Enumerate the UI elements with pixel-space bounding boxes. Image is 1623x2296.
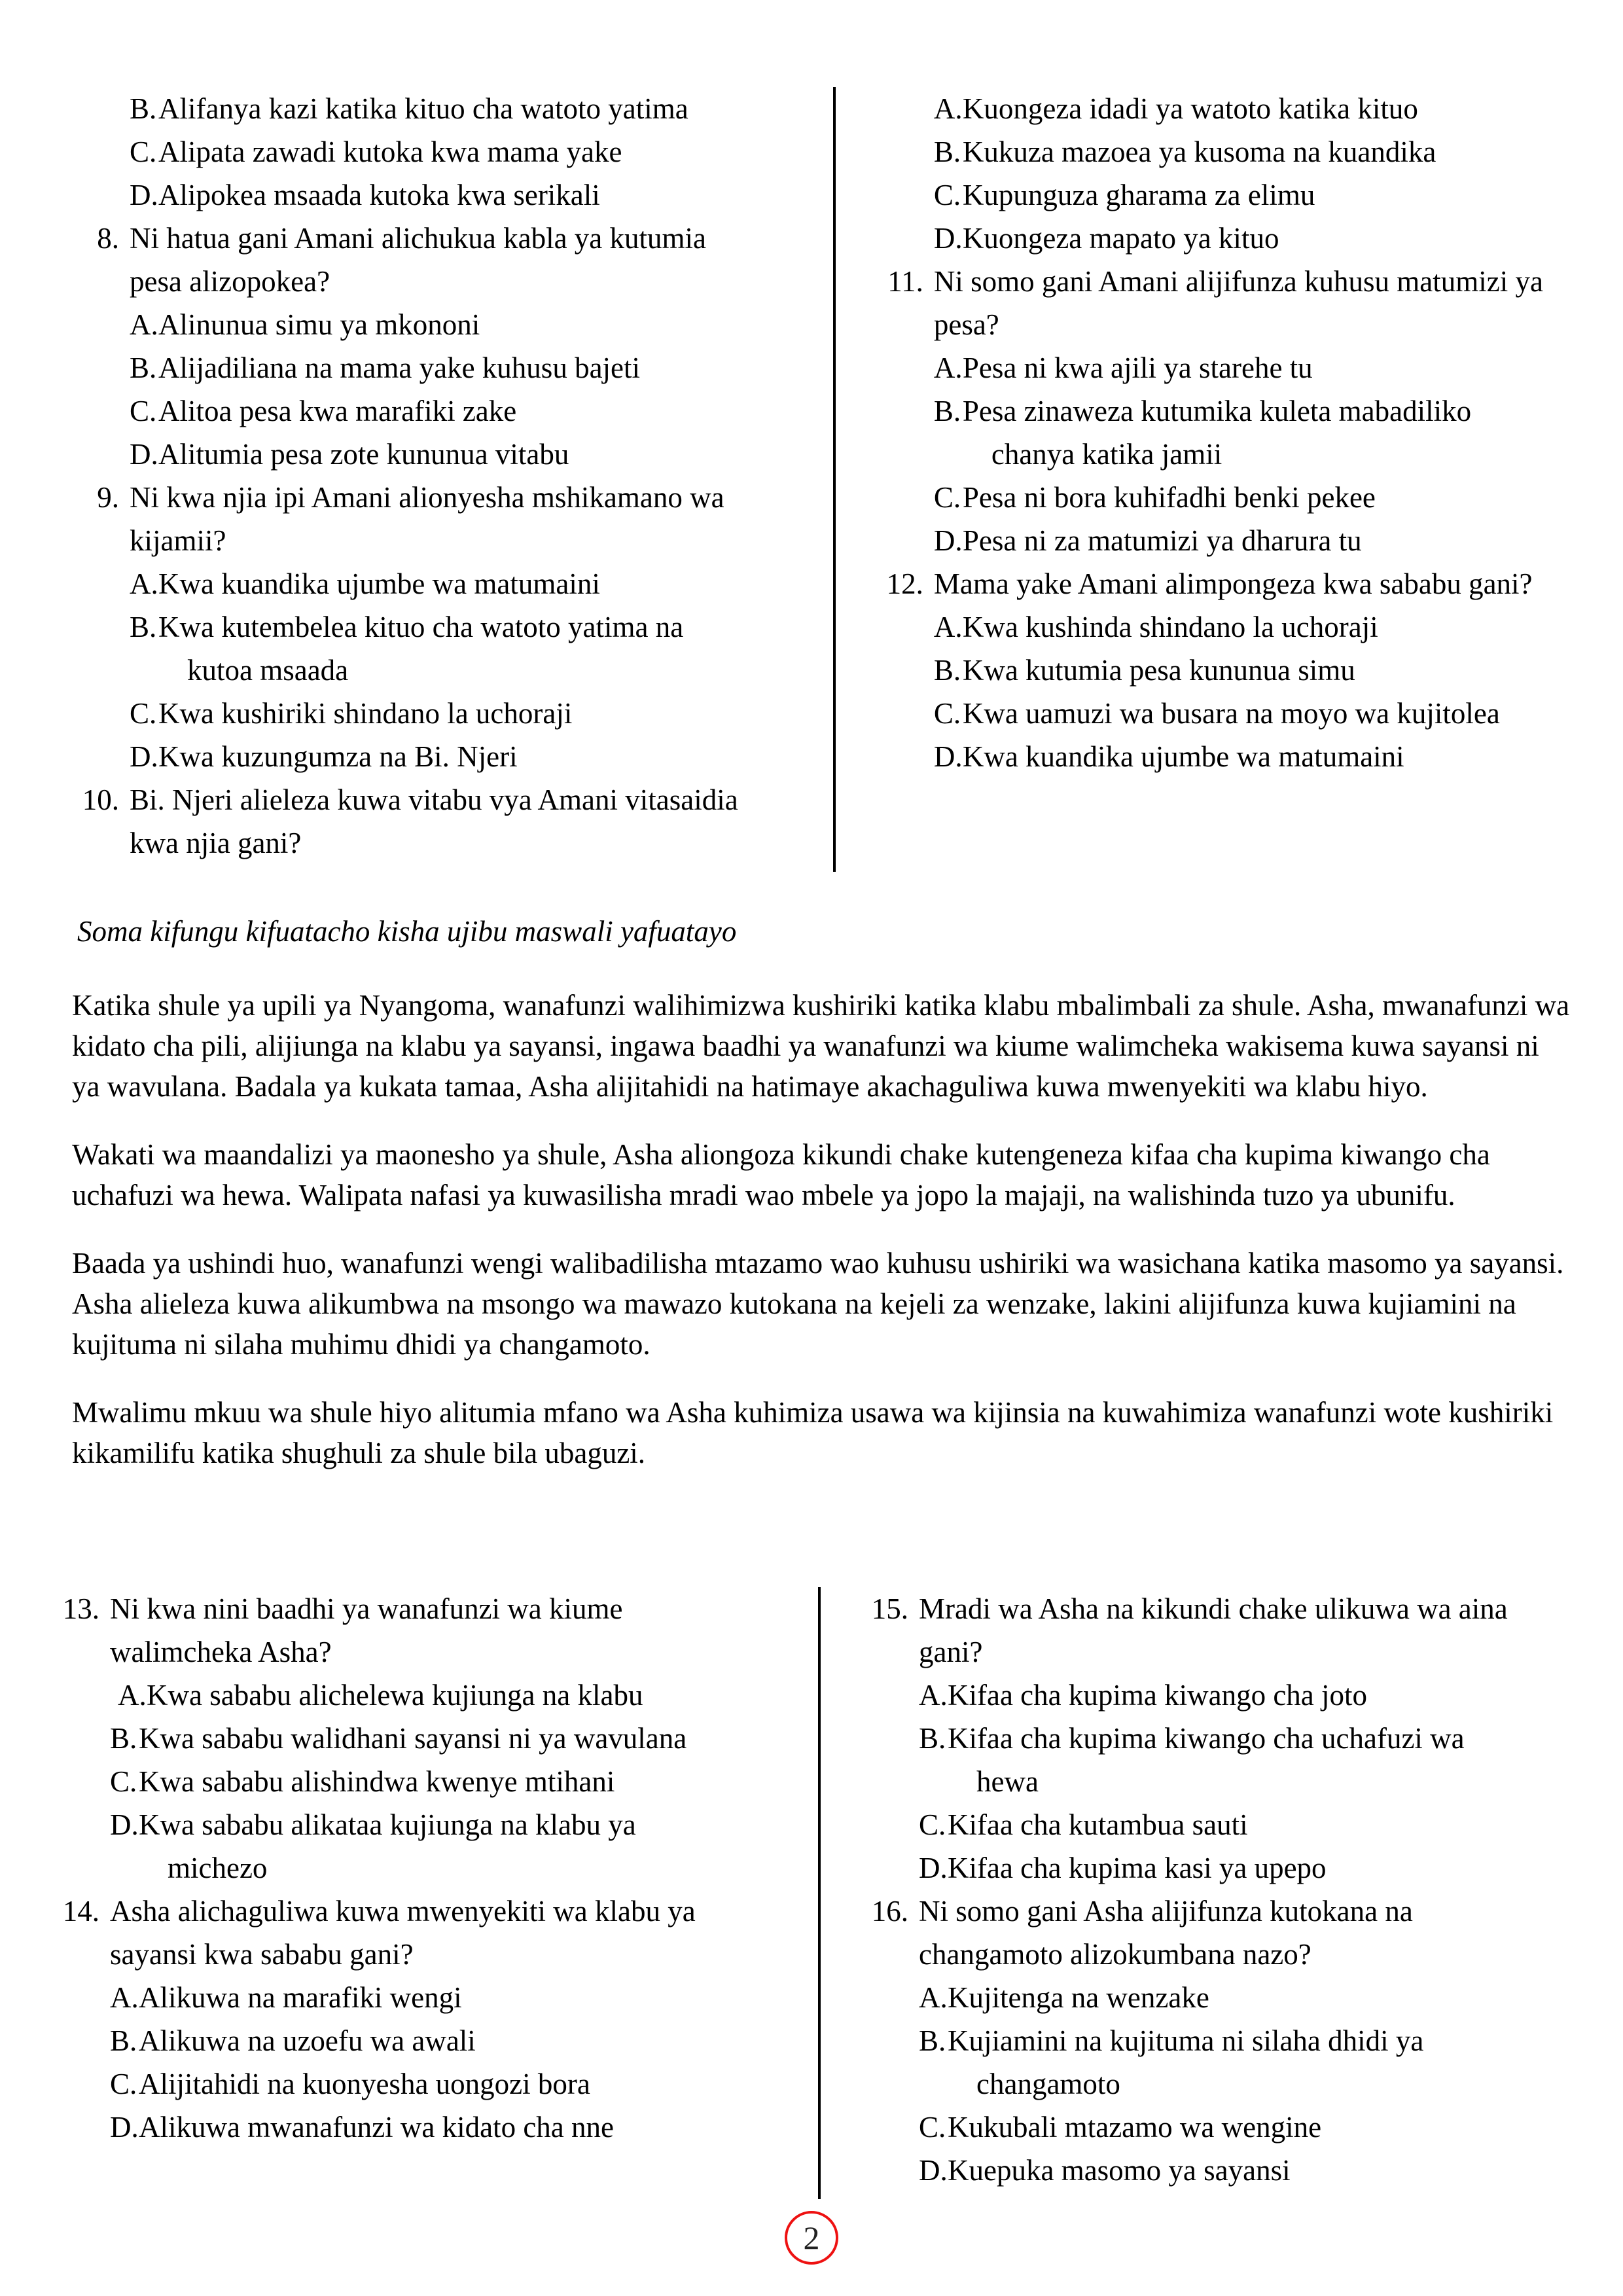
option-letter: B.	[130, 92, 157, 125]
answer-option[interactable]	[79, 303, 820, 346]
option-text: Kujitenga na wenzake	[948, 1981, 1209, 2014]
question-text-continuation: pesa alizopokea?	[130, 265, 330, 298]
reading-passage	[72, 985, 1571, 1473]
answer-option[interactable]	[79, 692, 820, 735]
option-text: Pesa ni bora kuhifadhi benki pekee	[962, 481, 1376, 514]
option-text: Kwa kuzungumza na Bi. Njeri	[158, 740, 518, 773]
option-text: Alikuwa na uzoefu wa awali	[139, 2024, 476, 2057]
option-text-continuation: hewa	[976, 1765, 1039, 1798]
option-letter: B.	[919, 2024, 946, 2057]
question-number: 13.	[62, 1592, 99, 1625]
option-text: Alitoa pesa kwa marafiki zake	[158, 395, 517, 427]
option-text: Alipata zawadi kutoka kwa mama yake	[158, 135, 622, 168]
option-text: Kukubali mtazamo wa wengine	[948, 2111, 1322, 2144]
question-number: 11.	[887, 265, 923, 298]
answer-option[interactable]	[883, 519, 1590, 562]
option-text: Alipokea msaada kutoka kwa serikali	[158, 179, 600, 211]
option-text: Alikuwa mwanafunzi wa kidato cha nne	[139, 2111, 614, 2144]
passage-paragraph: Wakati wa maandalizi ya maonesho ya shule, Asha aliongoza kikundi chake kutengeneza kifaa cha kupima kiwango cha uchafuzi wa hewa. Walipata nafasi ya kuwasilisha mradi wao mbele ya jopo la majaji, na walishinda tuzo ya ubunifu.	[72, 1138, 1490, 1211]
option-text: Kuongeza idadi ya watoto katika kituo	[962, 92, 1418, 125]
option-letter: C.	[919, 2111, 946, 2144]
option-letter: B.	[933, 135, 961, 168]
answer-option[interactable]	[868, 1803, 1580, 1846]
question-text: Ni kwa njia ipi Amani alionyesha mshikamano wa kijamii?	[130, 476, 820, 562]
option-text: Kujiamini na kujituma ni silaha dhidi ya changamoto	[948, 2019, 1580, 2106]
option-text: Kwa kutembelea kituo cha watoto yatima na kutoa msaada	[158, 605, 820, 692]
option-letter: D.	[110, 1808, 139, 1841]
option-text: Kuongeza mapato ya kituo	[962, 222, 1279, 255]
question-number: 16.	[871, 1895, 908, 1928]
question-text: Asha alichaguliwa kuwa mwenyekiti wa klabu ya sayansi kwa sababu gani?	[110, 1890, 805, 1976]
passage-paragraph: Mwalimu mkuu wa shule hiyo alitumia mfano wa Asha kuhimiza usawa wa kijinsia na kuwahimiza wanafunzi wote kushiriki kikamilifu katika shughuli za shule bila ubaguzi.	[72, 1396, 1554, 1469]
answer-option[interactable]	[868, 2106, 1580, 2149]
option-text-continuation: michezo	[168, 1852, 268, 1884]
option-text: Kwa kuandika ujumbe wa matumaini	[158, 567, 600, 600]
option-text: Alinunua simu ya mkononi	[158, 308, 480, 341]
answer-option[interactable]	[79, 433, 820, 476]
option-text: Kwa uamuzi wa busara na moyo wa kujitolea	[962, 697, 1500, 730]
answer-option[interactable]	[868, 1976, 1580, 2019]
option-text: Kwa kushinda shindano la uchoraji	[962, 611, 1378, 643]
option-letter: C.	[110, 1765, 137, 1798]
page-number-badge: 2	[785, 2211, 838, 2265]
question-text-continuation: pesa?	[933, 308, 999, 341]
question-column-right-bottom	[821, 1587, 1580, 2199]
option-text: Kwa kuandika ujumbe wa matumaini	[962, 740, 1404, 773]
option-letter: A.	[919, 1981, 948, 2014]
answer-option[interactable]	[79, 173, 820, 217]
page-number-wrapper	[0, 2211, 1623, 2265]
option-text: Alitumia pesa zote kununua vitabu	[158, 438, 569, 471]
answer-option[interactable]	[883, 692, 1590, 735]
option-letter: A.	[933, 351, 963, 384]
question-number: 9.	[97, 481, 119, 514]
answer-option[interactable]	[79, 605, 820, 692]
answer-option[interactable]	[79, 87, 820, 130]
passage-instruction: Soma kifungu kifuatacho kisha ujibu maswali yafuatayo	[77, 915, 737, 948]
option-letter: B.	[933, 654, 961, 687]
answer-option[interactable]	[883, 476, 1590, 519]
answer-option[interactable]	[59, 2106, 805, 2149]
passage-paragraph: Baada ya ushindi huo, wanafunzi wengi walibadilisha mtazamo wao kuhusu ushiriki wa wasichana katika masomo ya sayansi. Asha alieleza kuwa alikumbwa na msongo wa mawazo kutokana na kejeli za wenzake, lakini alijifunza kuwa kujiamini na kujituma ni silaha muhimu dhidi ya changamoto.	[72, 1247, 1564, 1361]
question-text-continuation: walimcheka Asha?	[110, 1636, 332, 1668]
answer-option[interactable]	[883, 735, 1590, 778]
answer-option[interactable]	[79, 130, 820, 173]
question-item	[59, 1890, 805, 1976]
option-text-continuation: changamoto	[976, 2068, 1120, 2100]
option-text: Alijitahidi na kuonyesha uongozi bora	[139, 2068, 590, 2100]
answer-option[interactable]	[883, 605, 1590, 649]
option-text: Pesa ni kwa ajili ya starehe tu	[962, 351, 1313, 384]
answer-option[interactable]	[883, 217, 1590, 260]
question-block-top	[79, 87, 1590, 872]
answer-option[interactable]	[883, 87, 1590, 130]
question-block-bottom	[59, 1587, 1590, 2199]
option-letter: A.	[118, 1679, 147, 1712]
answer-option[interactable]	[883, 130, 1590, 173]
option-text: Alifanya kazi katika kituo cha watoto yatima	[158, 92, 688, 125]
option-text: Kwa kutumia pesa kununua simu	[962, 654, 1355, 687]
answer-option[interactable]	[79, 735, 820, 778]
answer-option[interactable]	[883, 389, 1590, 476]
question-text-continuation: kijamii?	[130, 524, 226, 557]
answer-option[interactable]	[883, 649, 1590, 692]
answer-option[interactable]	[79, 346, 820, 389]
option-text: Pesa zinaweza kutumika kuleta mabadiliko chanya katika jamii	[963, 389, 1590, 476]
option-text: Kifaa cha kupima kasi ya upepo	[948, 1852, 1327, 1884]
option-letter: C.	[919, 1808, 946, 1841]
option-text: Kwa sababu alichelewa kujiunga na klabu	[147, 1679, 643, 1712]
question-item	[79, 778, 820, 865]
question-item	[79, 476, 820, 562]
option-text: Alikuwa na marafiki wengi	[139, 1981, 462, 2014]
option-text: Kifaa cha kutambua sauti	[948, 1808, 1248, 1841]
question-column-left-bottom	[59, 1587, 818, 2199]
answer-option[interactable]	[59, 1717, 805, 1760]
answer-option[interactable]	[59, 2019, 805, 2062]
option-letter: B.	[919, 1722, 946, 1755]
question-number: 15.	[871, 1592, 908, 1625]
option-letter: B.	[130, 611, 157, 643]
option-letter: B.	[130, 351, 157, 384]
option-letter: D.	[919, 2154, 948, 2187]
option-letter: A.	[933, 611, 963, 643]
option-letter: A.	[130, 308, 158, 341]
option-letter: D.	[933, 740, 963, 773]
question-item	[868, 1587, 1580, 1674]
question-number: 14.	[62, 1895, 99, 1928]
question-number: 12.	[886, 567, 923, 600]
option-text: Kifaa cha kupima kiwango cha uchafuzi wa hewa	[948, 1717, 1580, 1803]
option-letter: C.	[933, 481, 961, 514]
answer-option[interactable]	[59, 1976, 805, 2019]
passage-paragraph: Katika shule ya upili ya Nyangoma, wanafunzi walihimizwa kushiriki katika klabu mbalimbali za shule. Asha, mwanafunzi wa kidato cha pili, alijiunga na klabu ya sayansi, ingawa baadhi ya wanafunzi wa kiume walimcheka wakisema kuwa sayansi ni ya wavulana. Badala ya kukata tamaa, Asha alijitahidi na hatimaye akachaguliwa kuwa mwenyekiti wa klabu hiyo.	[72, 989, 1570, 1103]
answer-option[interactable]	[868, 1846, 1580, 1890]
question-text-continuation: sayansi kwa sababu gani?	[110, 1938, 414, 1971]
option-letter: A.	[933, 92, 963, 125]
question-item	[59, 1587, 805, 1674]
option-text-continuation: chanya katika jamii	[991, 438, 1222, 471]
answer-option[interactable]	[59, 2062, 805, 2106]
option-text: Alijadiliana na mama yake kuhusu bajeti	[158, 351, 641, 384]
question-text-continuation: gani?	[919, 1636, 983, 1668]
option-letter: C.	[130, 697, 157, 730]
question-text: Ni somo gani Amani alijifunza kuhusu matumizi ya pesa?	[934, 260, 1590, 346]
answer-option[interactable]	[59, 1760, 805, 1803]
option-letter: C.	[933, 179, 961, 211]
option-letter: D.	[130, 438, 158, 471]
option-text: Kuepuka masomo ya sayansi	[948, 2154, 1291, 2187]
option-text: Kifaa cha kupima kiwango cha joto	[948, 1679, 1368, 1712]
question-item	[883, 260, 1590, 346]
question-text: Bi. Njeri alieleza kuwa vitabu vya Amani vitasaidia kwa njia gani?	[130, 778, 820, 865]
question-number: 8.	[97, 222, 119, 255]
question-text-continuation: kwa njia gani?	[130, 827, 302, 859]
question-text: Mama yake Amani alimpongeza kwa sababu gani?	[933, 567, 1533, 600]
answer-option[interactable]	[883, 346, 1590, 389]
option-letter: A.	[110, 1981, 139, 2014]
question-number: 10.	[82, 783, 119, 816]
answer-option[interactable]	[868, 1674, 1580, 1717]
answer-option[interactable]	[868, 2019, 1580, 2106]
option-letter: B.	[110, 1722, 137, 1755]
option-letter: C.	[110, 2068, 137, 2100]
question-item	[79, 217, 820, 303]
question-item	[868, 1890, 1580, 1976]
option-letter: B.	[933, 395, 961, 427]
question-text-continuation: changamoto alizokumbana nazo?	[919, 1938, 1311, 1971]
option-text: Kukuza mazoea ya kusoma na kuandika	[962, 135, 1436, 168]
answer-option[interactable]	[883, 173, 1590, 217]
option-text: Kwa sababu alikataa kujiunga na klabu ya michezo	[139, 1803, 805, 1890]
answer-option[interactable]	[59, 1803, 805, 1890]
option-text: Kwa sababu walidhani sayansi ni ya wavulana	[139, 1722, 687, 1755]
answer-option[interactable]	[79, 562, 820, 605]
option-letter: B.	[110, 2024, 137, 2057]
option-letter: D.	[933, 222, 963, 255]
answer-option[interactable]	[868, 1717, 1580, 1803]
question-text: Ni somo gani Asha alijifunza kutokana na changamoto alizokumbana nazo?	[919, 1890, 1580, 1976]
option-text: Kwa kushiriki shindano la uchoraji	[158, 697, 573, 730]
option-letter: D.	[919, 1852, 948, 1884]
option-letter: D.	[130, 179, 158, 211]
question-item	[883, 562, 1590, 605]
option-text: Kupunguza gharama za elimu	[962, 179, 1315, 211]
answer-option[interactable]	[868, 2149, 1580, 2192]
option-letter: D.	[130, 740, 158, 773]
question-text: Ni kwa nini baadhi ya wanafunzi wa kiume walimcheka Asha?	[110, 1587, 805, 1674]
option-letter: C.	[130, 395, 157, 427]
option-text: Pesa ni za matumizi ya dharura tu	[962, 524, 1362, 557]
question-column-left-top	[79, 87, 833, 872]
answer-option[interactable]	[59, 1674, 805, 1717]
option-letter: D.	[110, 2111, 139, 2144]
option-letter: A.	[919, 1679, 948, 1712]
question-column-right-top	[836, 87, 1590, 872]
option-text: Kwa sababu alishindwa kwenye mtihani	[139, 1765, 615, 1798]
option-letter: C.	[933, 697, 961, 730]
question-text: Ni hatua gani Amani alichukua kabla ya kutumia pesa alizopokea?	[130, 217, 820, 303]
option-letter: A.	[130, 567, 158, 600]
option-text-continuation: kutoa msaada	[187, 654, 349, 687]
option-letter: C.	[130, 135, 157, 168]
option-letter: D.	[933, 524, 963, 557]
question-text: Mradi wa Asha na kikundi chake ulikuwa wa aina gani?	[919, 1587, 1580, 1674]
answer-option[interactable]	[79, 389, 820, 433]
